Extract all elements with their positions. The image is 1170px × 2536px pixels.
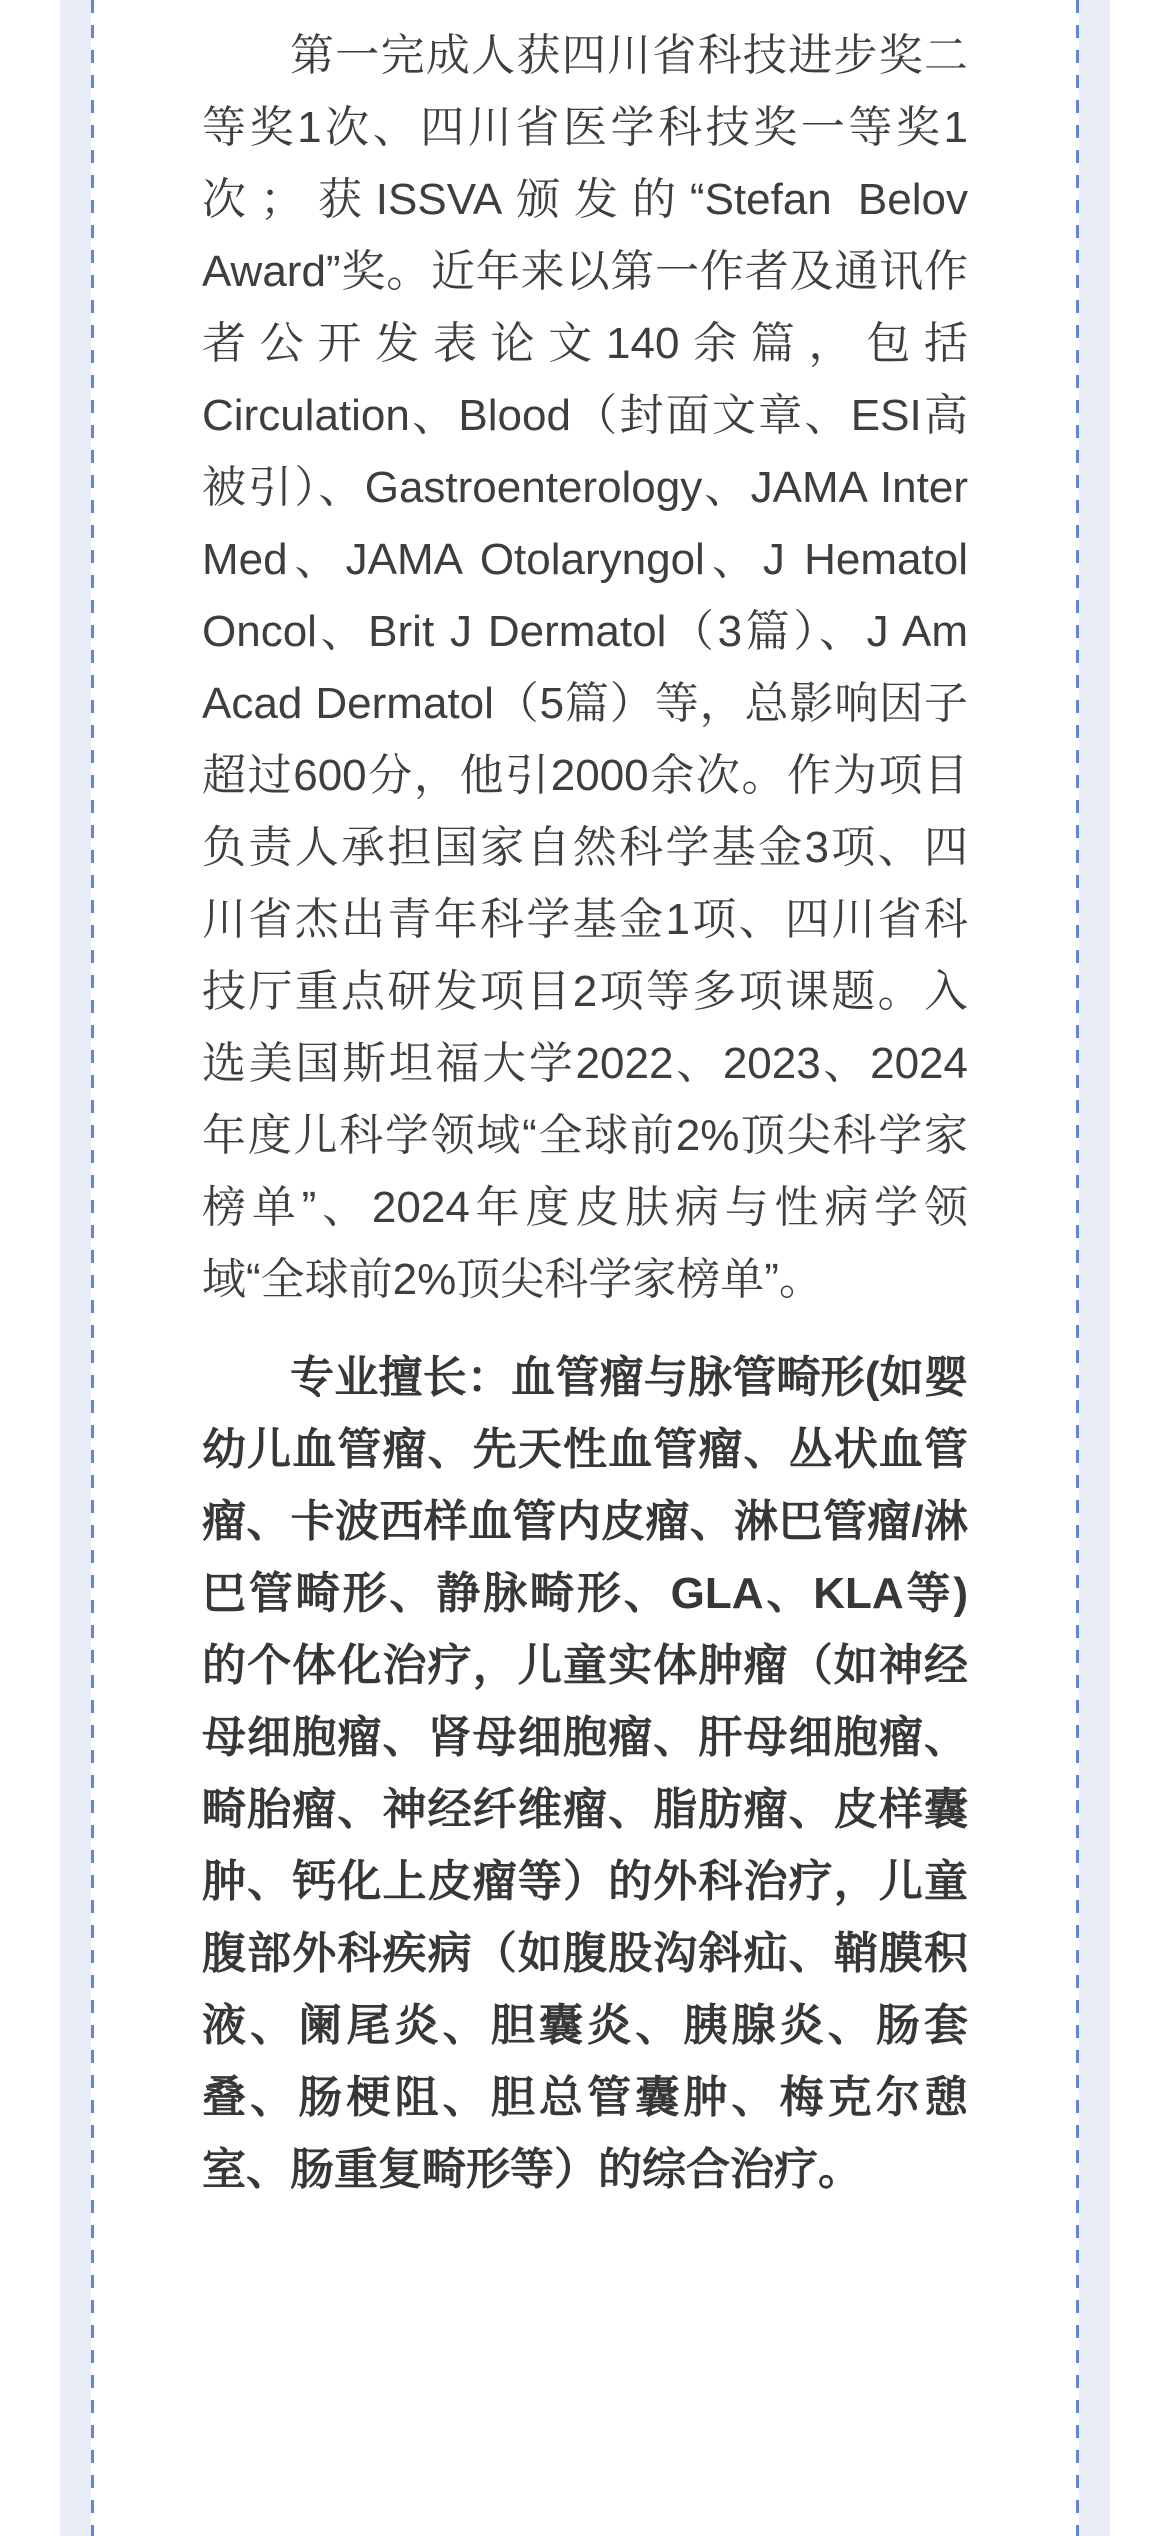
article-panel bbox=[60, 0, 1110, 2536]
right-edge-strip bbox=[1079, 0, 1110, 2536]
left-edge-strip bbox=[60, 0, 91, 2536]
paragraph-achievements: 第一完成人获四川省科技进步奖二等奖1次、四川省医学科技奖一等奖1次；获ISSVA颁发的“Stefan Belov Award”奖。近年来以第一作者及通讯作者公开发表论文140余篇，包括Circulation、Blood（封面文章、ESI高被引）、Gastroenterology、JAMA Inter Med、JAMA Otolaryngol、J Hematol Oncol、Brit J Dermatol（3篇）、J Am Acad Dermatol（5篇）等，总影响因子超过600分，他引2000余次。作为项目负责人承担国家自然科学基金3项、四川省杰出青年科学基金1项、四川省科技厅重点研发项目2项等多项课题。入选美国斯坦福大学2022、2023、2024年度儿科学领域“全球前2%顶尖科学家榜单”、2024年度皮肤病与性病学领域“全球前2%顶尖科学家榜单”。 bbox=[202, 31, 968, 1304]
article-content bbox=[94, 0, 1076, 2536]
paragraph-specialties: 专业擅长：血管瘤与脉管畸形(如婴幼儿血管瘤、先天性血管瘤、丛状血管瘤、卡波西样血管内皮瘤、淋巴管瘤/淋巴管畸形、静脉畸形、GLA、KLA等)的个体化治疗，儿童实体肿瘤（如神经母细胞瘤、肾母细胞瘤、肝母细胞瘤、畸胎瘤、神经纤维瘤、脂肪瘤、皮样囊肿、钙化上皮瘤等）的外科治疗，儿童腹部外科疾病（如腹股沟斜疝、鞘膜积液、阑尾炎、胆囊炎、胰腺炎、肠套叠、肠梗阻、胆总管囊肿、梅克尔憩室、肠重复畸形等）的综合治疗。 bbox=[202, 1353, 968, 2194]
